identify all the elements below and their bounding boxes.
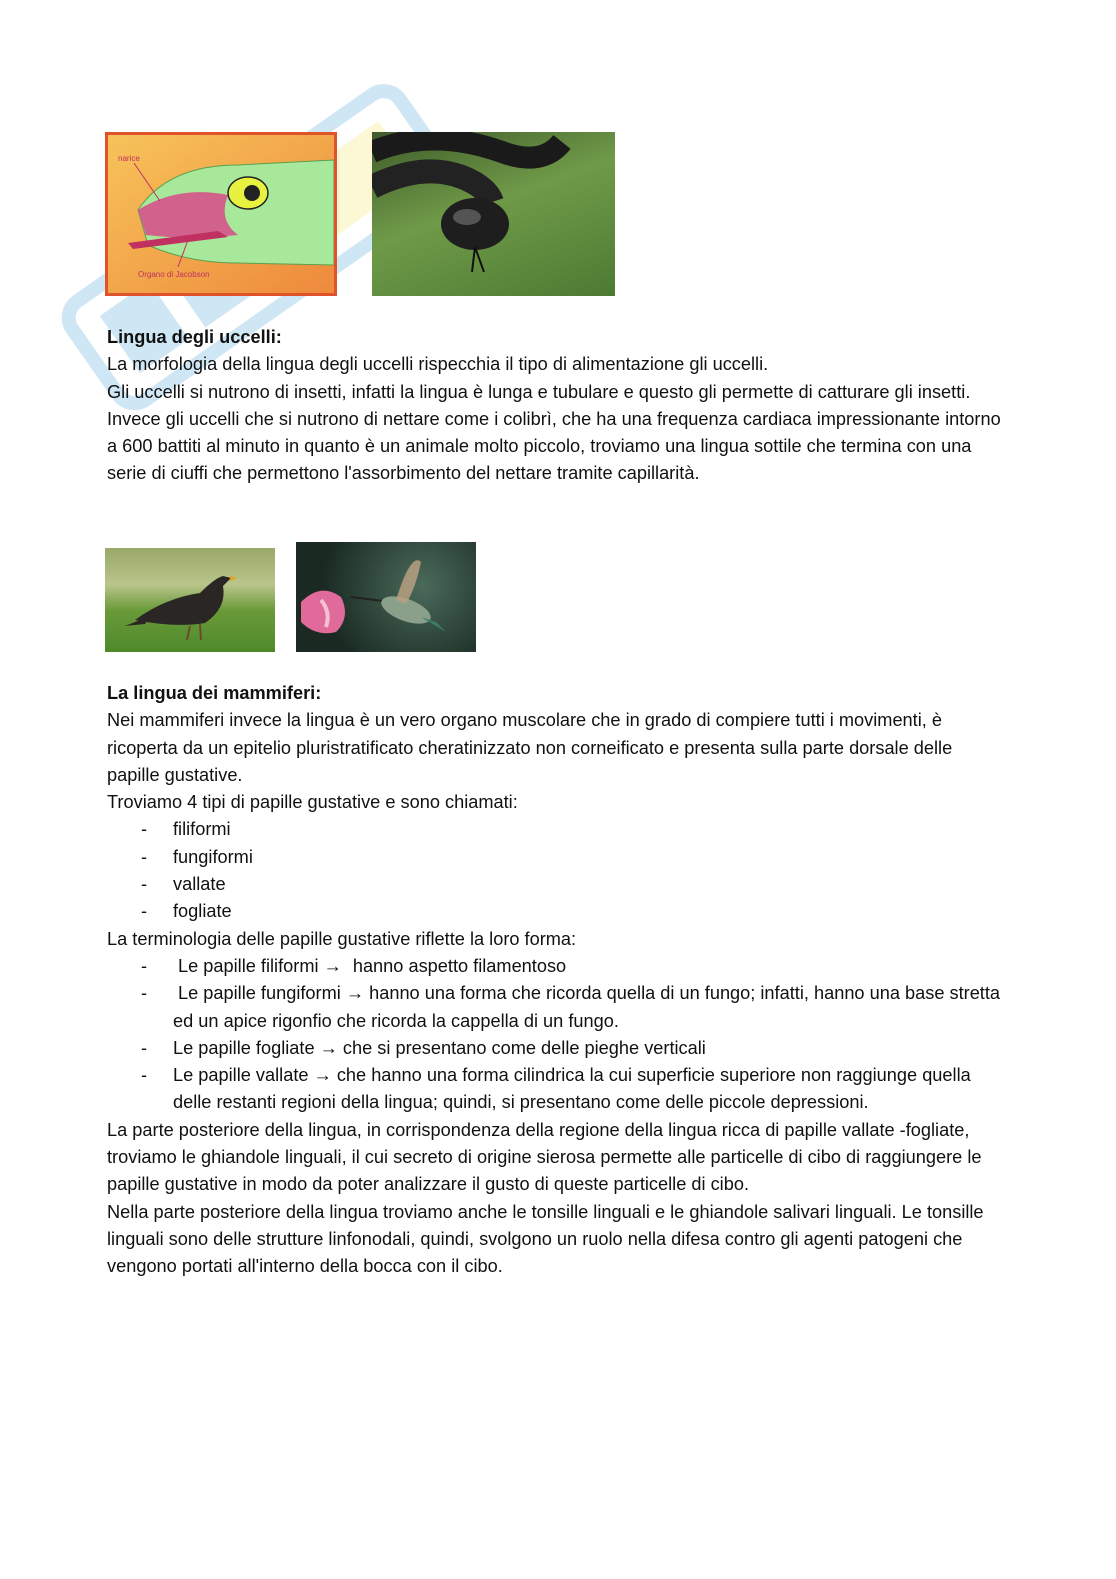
mammals-paragraph-2: Nella parte posteriore della lingua troviamo anche le tonsille linguali e le ghiandole salivari linguali. Le tonsille linguali sono delle strutture linfonodali, quindi, svolgono un ruolo nella difesa contro gli agenti patogeni che vengono portati all'interno della bocca con il cibo. bbox=[107, 1201, 984, 1277]
section-birds bbox=[107, 324, 1007, 488]
section-mammals bbox=[107, 680, 1007, 1281]
term: Le papille filiformi bbox=[178, 955, 319, 976]
papillae-types-list bbox=[107, 816, 1007, 925]
term-desc: hanno aspetto filamentoso bbox=[352, 955, 567, 976]
arrow-icon: → bbox=[313, 1065, 332, 1086]
heading-birds: Lingua degli uccelli: bbox=[107, 327, 282, 347]
arrow-icon: → bbox=[323, 955, 342, 976]
snake-tongue-photo bbox=[372, 132, 615, 296]
term: Le papille fungiformi bbox=[178, 983, 341, 1004]
types-intro: Troviamo 4 tipi di papille gustative e sono chiamati: bbox=[107, 792, 518, 813]
arrow-icon: → bbox=[345, 983, 365, 1004]
birds-paragraph-2: Gli uccelli si nutrono di insetti, infatti la lingua è lunga e tubulare e questo gli permette di catturare gli insetti. bbox=[107, 381, 971, 402]
list-item: - fogliate bbox=[107, 898, 1007, 925]
term: Le papille fogliate bbox=[173, 1037, 315, 1058]
diagram-label-narice: narice bbox=[118, 154, 140, 163]
diagram-label-jacobson: Organo di Jacobson bbox=[138, 270, 210, 279]
term-desc: che hanno una forma cilindrica la cui superficie superiore non raggiunge quella delle restanti regioni della lingua; quindi, si presentano come delle piccole depressioni. bbox=[173, 1065, 971, 1113]
term-desc: hanno una forma che ricorda quella di un fungo; infatti, hanno una base stretta ed un apice rigonfio che ricorda la cappella di un fungo. bbox=[173, 983, 1001, 1031]
list-item: - vallate bbox=[107, 871, 1007, 898]
mammals-paragraph-1: La parte posteriore della lingua, in corrispondenza della regione della lingua ricca di papille vallate -fogliate, troviamo le ghiandole linguali, il cui secreto di origine sierosa permette alle particelle di cibo di raggiungere le papille gustative in modo da poter analizzare il gusto di queste particelle di cibo. bbox=[107, 1119, 982, 1195]
hummingbird-photo bbox=[296, 542, 476, 652]
heading-mammals: La lingua dei mammiferi: bbox=[107, 683, 322, 703]
terminology-list bbox=[107, 953, 1007, 1117]
list-item bbox=[107, 980, 1007, 1035]
arrow-icon: → bbox=[319, 1037, 338, 1058]
blackbird-photo bbox=[105, 548, 275, 652]
list-item: - filiformi bbox=[107, 816, 1007, 843]
term: Le papille vallate bbox=[173, 1065, 309, 1086]
list-item bbox=[107, 953, 1007, 980]
list-item: - fungiformi bbox=[107, 844, 1007, 871]
list-item bbox=[107, 1062, 1007, 1117]
list-item bbox=[107, 1035, 1007, 1062]
terminology-intro: La terminologia delle papille gustative riflette la loro forma: bbox=[107, 928, 577, 949]
snake-jacobson-diagram bbox=[105, 132, 337, 296]
birds-paragraph-1: La morfologia della lingua degli uccelli rispecchia il tipo di alimentazione gli uccelli. bbox=[107, 354, 769, 375]
birds-paragraph-3: Invece gli uccelli che si nutrono di nettare come i colibrì, che ha una frequenza cardiaca impressionante intorno a 600 battiti al minuto in quanto è un animale molto piccolo, troviamo una lingua sottile che termina con una serie di ciuffi che permettono l'assorbimento del nettare tramite capillarità. bbox=[107, 408, 1001, 484]
term-desc: che si presentano come delle pieghe verticali bbox=[342, 1037, 706, 1058]
mammals-intro: Nei mammiferi invece la lingua è un vero organo muscolare che in grado di compiere tutti i movimenti, è ricoperta da un epitelio pluristratificato cheratinizzato non corneificato e presenta sulla parte dorsale delle papille gustative. bbox=[107, 710, 953, 785]
